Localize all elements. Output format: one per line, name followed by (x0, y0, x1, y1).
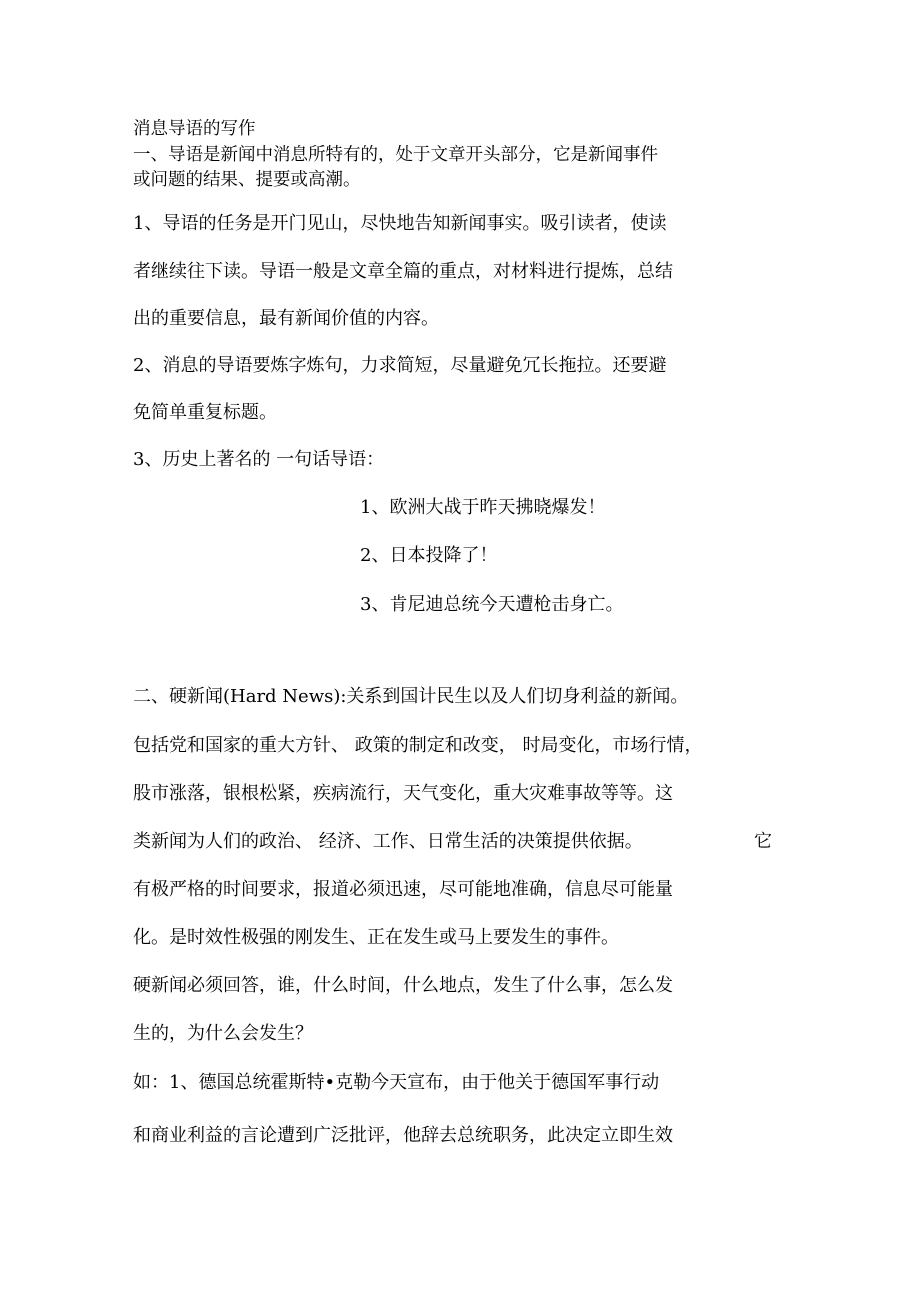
point2-line-1: 2、消息的导语要炼字炼句，力求简短，尽量避免冗长拖拉。还要避 (133, 355, 667, 376)
example-item: 2、日本投降了！ (360, 545, 498, 566)
section2-line-1: 二、硬新闻(Hard News):关系到国计民生以及人们切身利益的新闻。 (133, 686, 689, 707)
example-hard-line-1: 如：1、德国总统霍斯特•克勒今天宣布，由于他关于德国军事行动 (133, 1072, 660, 1093)
point1-line-3: 出的重要信息，最有新闻价值的内容。 (133, 308, 439, 329)
intro-line-2: 或问题的结果、提要或高潮。 (133, 170, 361, 190)
questions-line-2: 生的，为什么会发生？ (133, 1023, 313, 1044)
example-item: 3、肯尼迪总统今天遭枪击身亡。 (360, 594, 624, 615)
intro-line-1: 一、导语是新闻中消息所特有的，处于文章开头部分，它是新闻事件 (133, 145, 658, 165)
section2-line-5: 有极严格的时间要求，报道必须迅速，尽可能地准确，信息尽可能量 (133, 879, 673, 900)
section2-line-4: 类新闻为人们的政治、 经济、工作、日常生活的决策提供依据。 (133, 831, 643, 852)
section2-line-6: 化。是时效性极强的刚发生、正在发生或马上要发生的事件。 (133, 927, 619, 948)
section2-line-2: 包括党和国家的重大方针、 政策的制定和改变， 时局变化，市场行情， (133, 735, 703, 756)
example-item: 1、欧洲大战于昨天拂晓爆发！ (360, 497, 606, 518)
document-title: 消息导语的写作 (133, 119, 256, 139)
point1-line-1: 1、导语的任务是开门见山，尽快地告知新闻事实。吸引读者，使读 (133, 213, 667, 234)
example-hard-line-2: 和商业利益的言论遭到广泛批评，他辞去总统职务，此决定立即生效 (133, 1125, 673, 1146)
section2-line-4-tail: 它 (754, 831, 772, 852)
section2-line-3: 股市涨落，银根松紧，疾病流行，天气变化，重大灾难事故等等。这 (133, 783, 673, 804)
questions-line-1: 硬新闻必须回答，谁，什么时间，什么地点，发生了什么事，怎么发 (133, 975, 673, 996)
point3-heading: 3、历史上著名的 一句话导语： (133, 449, 385, 470)
point1-line-2: 者继续往下读。导语一般是文章全篇的重点，对材料进行提炼，总结 (133, 261, 673, 282)
point2-line-2: 免简单重复标题。 (133, 402, 277, 423)
